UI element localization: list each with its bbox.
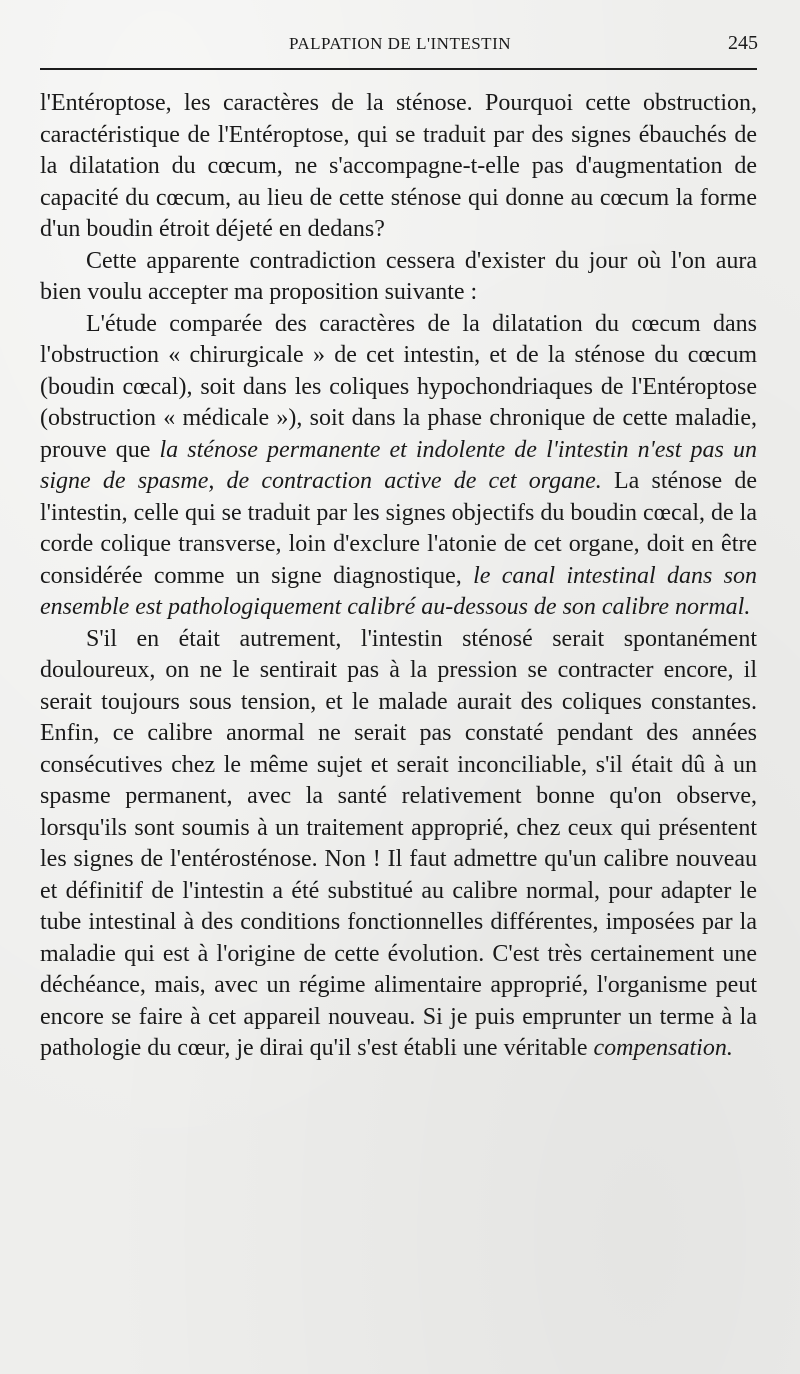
page-header	[40, 30, 760, 66]
paragraph	[40, 309, 757, 624]
paragraph	[40, 624, 757, 1065]
paragraph	[40, 246, 757, 309]
body-text	[40, 88, 757, 1065]
italic-segment: compensation.	[593, 1035, 733, 1061]
text-segment: l'Entéroptose, les caractères de la sténose. Pourquoi cette obstruction, caractéristique de l'Entéroptose, qui se traduit par des signes ébauchés de la dilatation du cœcum, ne s'accompagne-t-elle pas d'augmentation de capacité du cœcum, au lieu de cette sténose qui donne au cœcum la forme d'un boudin étroit déjeté en dedans?	[40, 90, 757, 242]
header-rule	[40, 68, 757, 70]
italic-segment: le canal intestinal dans son ensemble est pathologiquement calibré au-dessous de son calibre normal.	[40, 562, 757, 620]
running-head: PALPATION DE L'INTESTIN	[288, 34, 512, 53]
text-segment: Cette apparente contradiction cessera d'exister du jour où l'on aura bien voulu accepter ma proposition suivante :	[40, 247, 757, 305]
text-segment: La sténose de l'intestin, celle qui se traduit par les signes objectifs du boudin cœcal, de la corde colique transverse, loin d'exclure l'atonie de cet organe, doit en être considérée comme un signe diagnostique,	[40, 468, 757, 589]
paragraph-continuation	[40, 88, 757, 246]
text-segment: S'il en était autrement, l'intestin sténosé serait spontanément douloureux, on ne le sentirait pas à la pression se contracter encore, il serait toujours sous tension, et le malade aurait des coliques constantes. Enfin, ce calibre anormal ne serait pas constaté pendant des années consécutives chez le même sujet et serait inconciliable, s'il était dû à un spasme permanent, avec la santé relativement bonne qu'on observe, lorsqu'ils sont soumis à un traitement approprié, chez ceux qui présentent les signes de l'entérosténose. Non ! Il faut admettre qu'un calibre nouveau et définitif de l'intestin a été substitué au calibre normal, pour adapter le tube intestinal à des conditions fonctionnelles différentes, imposées par la maladie qui est à l'origine de cette évolution. C'est très certainement une déchéance, mais, avec un régime alimentaire approprié, l'organisme peut encore se faire à cet appareil nouveau. Si je puis emprunter un terme à la pathologie du cœur, je dirai qu'il s'est établi une véritable	[40, 625, 757, 1061]
page-number: 245	[728, 32, 758, 54]
italic-segment: la sténose permanente et indolente de l'intestin n'est pas un signe de spasme, de contraction active de cet organe.	[40, 436, 757, 494]
text-segment: L'étude comparée des caractères de la dilatation du cœcum dans l'obstruction « chirurgicale » de cet intestin, et de la sténose du cœcum (boudin cœcal), soit dans les coliques hypochondriaques de l'Entéroptose (obstruction « médicale »), soit dans la phase chronique de cette maladie, prouve que	[40, 310, 757, 463]
